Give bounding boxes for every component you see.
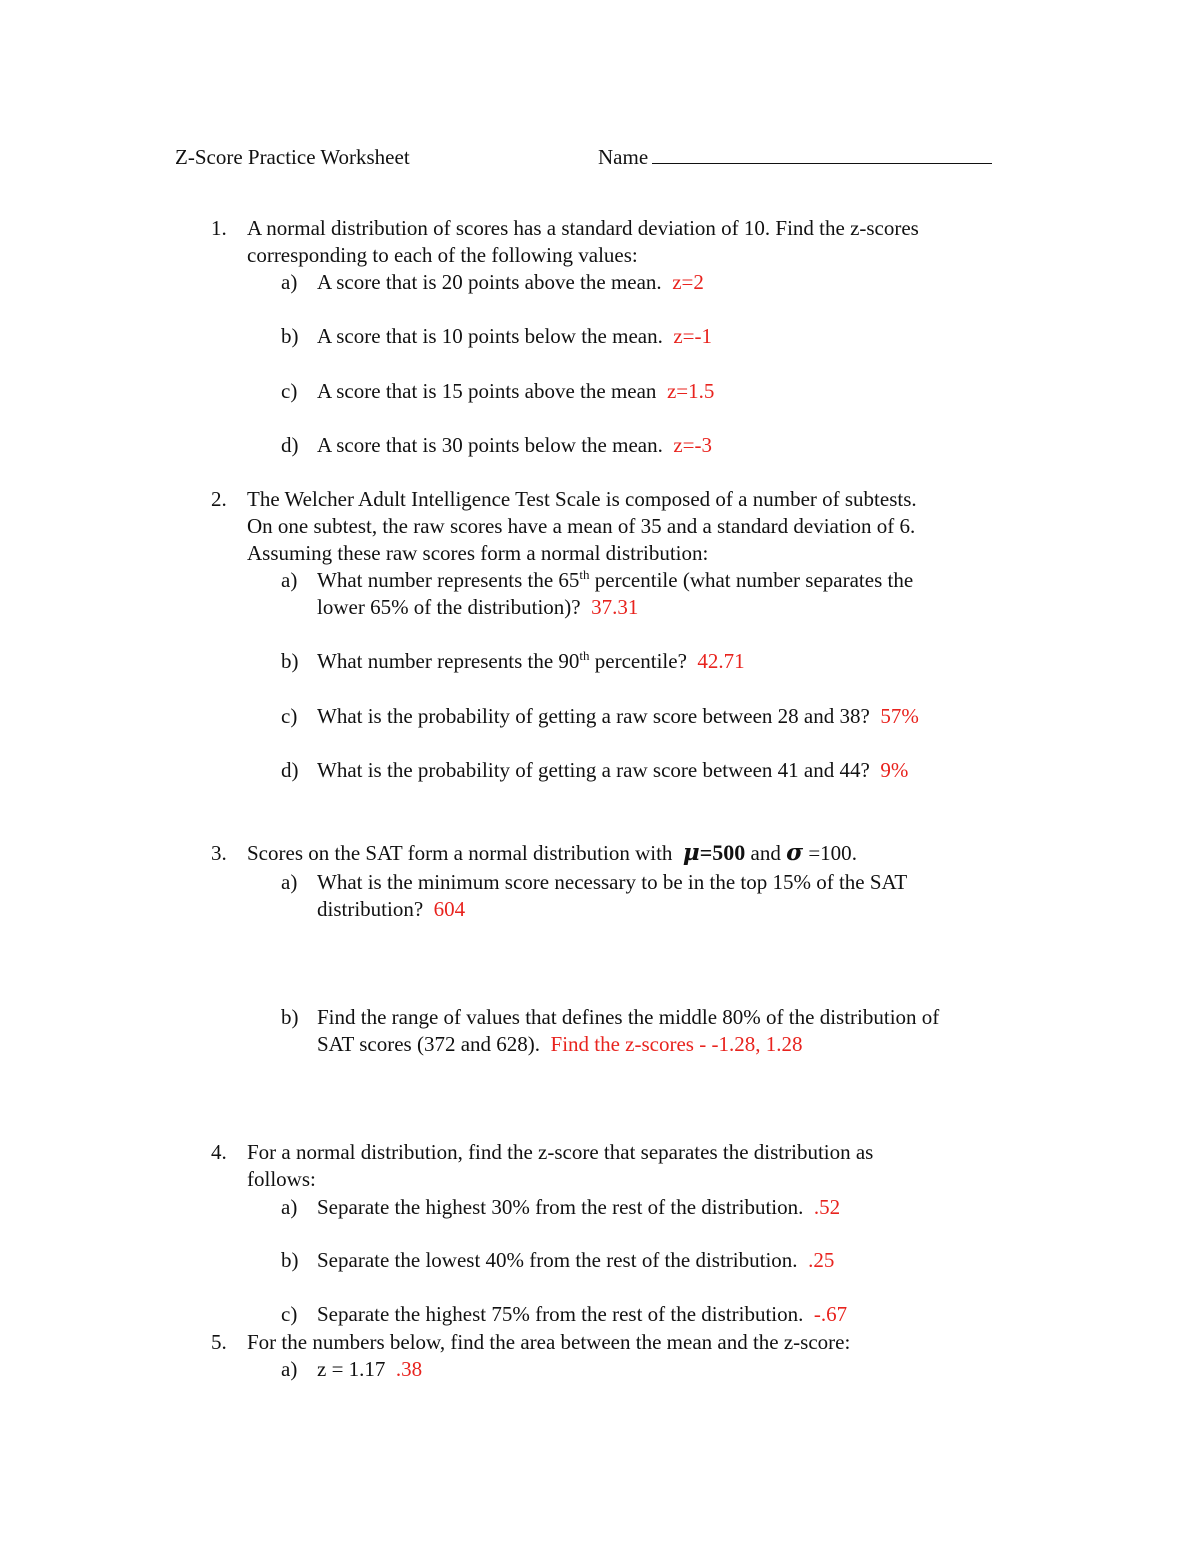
q1c-item: A score that is 15 points above the mean z=1.5 bbox=[317, 379, 715, 403]
q1d-item: A score that is 30 points below the mean. z=-3 bbox=[317, 433, 713, 457]
q1b-item: A score that is 10 points below the mean. z=-1 bbox=[317, 324, 713, 348]
q3b-line2: SAT scores (372 and 628). Find the z-scores - -1.28, 1.28 bbox=[317, 1032, 803, 1056]
q1a-answer: z=2 bbox=[672, 270, 704, 294]
q2a-line2: lower 65% of the distribution)? 37.31 bbox=[317, 595, 639, 619]
q2-text-line2: On one subtest, the raw scores have a mean of 35 and a standard deviation of 6. bbox=[247, 514, 916, 538]
q4-text-line2: follows: bbox=[247, 1167, 316, 1191]
q2b-letter: b) bbox=[281, 649, 299, 673]
q4c-answer: -.67 bbox=[813, 1302, 848, 1326]
q3b-answer: Find the z-scores - -1.28, 1.28 bbox=[550, 1032, 803, 1056]
mu-value: =500 bbox=[699, 840, 746, 865]
q3-number: 3. bbox=[211, 841, 227, 865]
q1b-letter: b) bbox=[281, 324, 299, 348]
q1d-answer: z=-3 bbox=[673, 433, 713, 457]
name-blank-line bbox=[652, 143, 992, 164]
q1-text-line1: A normal distribution of scores has a standard deviation of 10. Find the z-scores bbox=[247, 216, 919, 240]
q1-number: 1. bbox=[211, 216, 227, 240]
q4a-letter: a) bbox=[281, 1195, 298, 1219]
q2a-answer: 37.31 bbox=[591, 595, 639, 619]
q5a-item: z = 1.17 .38 bbox=[317, 1357, 423, 1381]
name-field bbox=[598, 143, 992, 171]
q1a-item: A score that is 20 points above the mean. z=2 bbox=[317, 270, 704, 294]
q2c-letter: c) bbox=[281, 704, 298, 728]
q4c-item: Separate the highest 75% from the rest of the distribution. -.67 bbox=[317, 1302, 848, 1326]
q2-number: 2. bbox=[211, 487, 227, 511]
q4a-answer: .52 bbox=[813, 1195, 841, 1219]
q4b-letter: b) bbox=[281, 1248, 299, 1272]
q5a-letter: a) bbox=[281, 1357, 298, 1381]
q3-text: Scores on the SAT form a normal distribution with μ=500 and σ =100. bbox=[247, 839, 857, 866]
q5a-answer: .38 bbox=[395, 1357, 423, 1381]
q4b-item: Separate the lowest 40% from the rest of the distribution. .25 bbox=[317, 1248, 835, 1272]
sigma-symbol: σ bbox=[786, 839, 804, 866]
q1-text-line2: corresponding to each of the following values: bbox=[247, 243, 638, 267]
q2-text-line1: The Welcher Adult Intelligence Test Scale is composed of a number of subtests. bbox=[247, 487, 917, 511]
q1d-letter: d) bbox=[281, 433, 299, 457]
worksheet-title: Z-Score Practice Worksheet bbox=[175, 145, 410, 169]
q2a-letter: a) bbox=[281, 568, 298, 592]
q2a-line1: What number represents the 65th percentile (what number separates the bbox=[317, 567, 914, 592]
q1a-letter: a) bbox=[281, 270, 298, 294]
q1b-answer: z=-1 bbox=[673, 324, 713, 348]
q4-text-line1: For a normal distribution, find the z-score that separates the distribution as bbox=[247, 1140, 874, 1164]
mu-symbol: μ bbox=[682, 839, 700, 866]
q3a-letter: a) bbox=[281, 870, 298, 894]
q3a-line1: What is the minimum score necessary to be in the top 15% of the SAT bbox=[317, 870, 908, 894]
q1c-answer: z=1.5 bbox=[666, 379, 715, 403]
q2c-answer: 57% bbox=[880, 704, 919, 728]
q4a-item: Separate the highest 30% from the rest of the distribution. .52 bbox=[317, 1195, 841, 1219]
q3a-line2: distribution? 604 bbox=[317, 897, 466, 921]
q2b-answer: 42.71 bbox=[697, 649, 745, 673]
q1c-letter: c) bbox=[281, 379, 298, 403]
q2d-letter: d) bbox=[281, 758, 299, 782]
q3a-answer: 604 bbox=[433, 897, 466, 921]
q3b-letter: b) bbox=[281, 1005, 299, 1029]
q2c-item: What is the probability of getting a raw score between 28 and 38? 57% bbox=[317, 704, 919, 728]
sigma-value: =100 bbox=[808, 841, 852, 865]
q2b-item: What number represents the 90th percentile? 42.71 bbox=[317, 648, 745, 673]
q2d-item: What is the probability of getting a raw score between 41 and 44? 9% bbox=[317, 758, 909, 782]
q4c-letter: c) bbox=[281, 1302, 298, 1326]
q4-number: 4. bbox=[211, 1140, 227, 1164]
name-label: Name bbox=[598, 145, 649, 169]
q2-text-line3: Assuming these raw scores form a normal distribution: bbox=[247, 541, 709, 565]
q4b-answer: .25 bbox=[808, 1248, 835, 1272]
q5-text: For the numbers below, find the area between the mean and the z-score: bbox=[247, 1330, 851, 1354]
q3b-line1: Find the range of values that defines the middle 80% of the distribution of bbox=[317, 1005, 940, 1029]
q5-number: 5. bbox=[211, 1330, 227, 1354]
q2d-answer: 9% bbox=[880, 758, 909, 782]
